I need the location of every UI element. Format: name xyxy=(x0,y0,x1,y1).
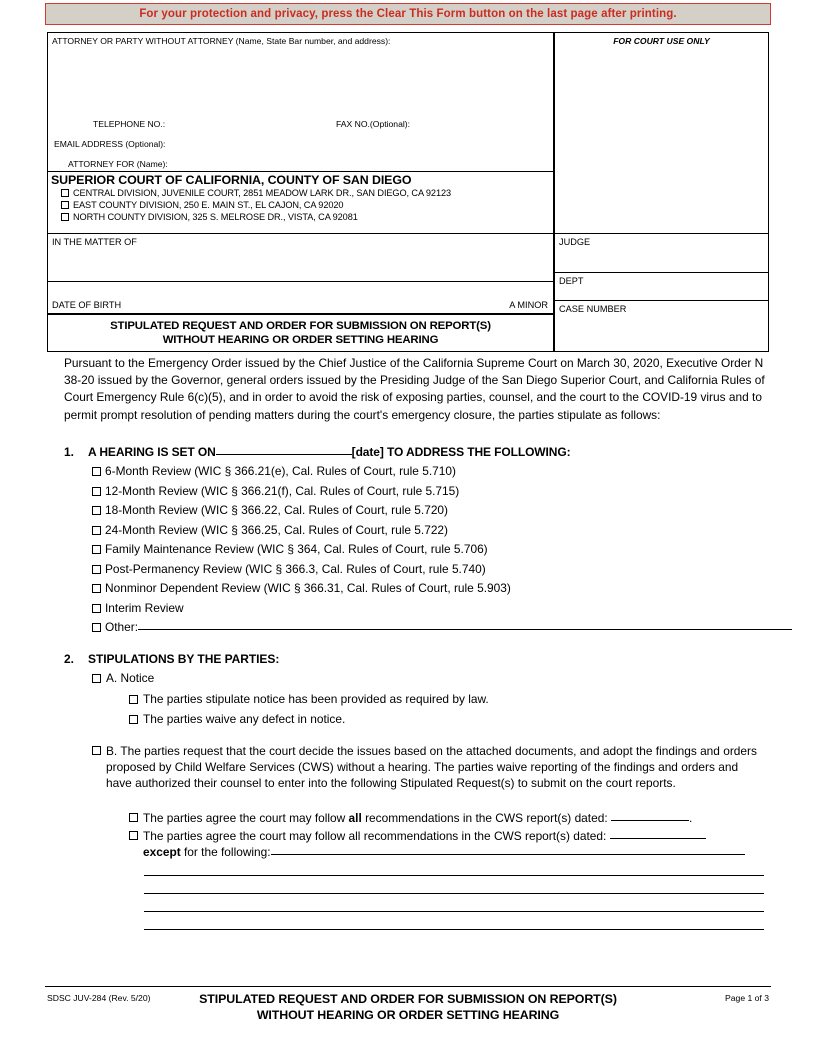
in-the-matter-of-label: IN THE MATTER OF xyxy=(52,237,137,247)
stipulation-a-sub-label: The parties waive any defect in notice. xyxy=(143,712,346,726)
option-label xyxy=(105,620,792,635)
stipulation-a-sub-1[interactable] xyxy=(129,692,489,707)
intro-paragraph: Pursuant to the Emergency Order issued by the Chief Justice of the California Supreme Court on March 30, 2020, Executive Order N 38-20 issued by the Governor, general orders issued by the Presiding Judge of the San Diego Superior Court, and California Rules of Court Emergency Rule 6(c)(5), and in order to avoid the risk of exposing parties, counsel, and the court to the COVID-19 virus and to permit prompt resolution of pending matters during the court's emergency closure, the parties stipulate as follows: xyxy=(64,356,765,422)
option-12-month-review[interactable] xyxy=(92,484,792,504)
option-6-month-review[interactable] xyxy=(92,464,792,484)
option-nonminor-dependent-review[interactable] xyxy=(92,581,792,601)
checkbox-icon[interactable] xyxy=(92,506,101,515)
form-title-line2: WITHOUT HEARING OR ORDER SETTING HEARING xyxy=(162,334,439,346)
judge-box[interactable] xyxy=(554,234,769,273)
other-label: Other: xyxy=(105,620,139,634)
option-24-month-review[interactable] xyxy=(92,523,792,543)
checkbox-icon[interactable] xyxy=(92,545,101,554)
write-in-line-1[interactable] xyxy=(144,875,764,876)
footer-form-id: SDSC JUV-284 (Rev. 5/20) xyxy=(47,993,151,1003)
item-1-number: 1. xyxy=(64,445,74,459)
option-label: Family Maintenance Review (WIC § 364, Cal. Rules of Court, rule 5.706) xyxy=(105,542,488,556)
option-label: 6-Month Review (WIC § 366.21(e), Cal. Rules of Court, rule 5.710) xyxy=(105,464,456,478)
stipulation-b-sub-label xyxy=(143,828,745,860)
stipulation-a-sub-2[interactable] xyxy=(129,712,345,727)
attorney-for-label: ATTORNEY FOR (Name): xyxy=(68,159,168,169)
privacy-banner-text: For your protection and privacy, press the Clear This Form button on the last page after printing. xyxy=(139,8,677,20)
checkbox-icon[interactable] xyxy=(92,604,101,613)
for-court-use-only-label: FOR COURT USE ONLY xyxy=(613,36,710,46)
checkbox-icon[interactable] xyxy=(92,565,101,574)
item-1-heading xyxy=(88,445,570,459)
b-sub1-pre: The parties agree the court may follow xyxy=(143,811,349,825)
report-date-blank-2[interactable] xyxy=(610,838,706,839)
privacy-banner xyxy=(45,3,771,25)
division-label: NORTH COUNTY DIVISION, 325 S. MELROSE DR., VISTA, CA 92081 xyxy=(73,212,358,222)
option-post-permanency-review[interactable] xyxy=(92,562,792,582)
report-date-blank[interactable] xyxy=(611,820,689,821)
checkbox-icon[interactable] xyxy=(92,526,101,535)
item-1-heading-post: [date] TO ADDRESS THE FOLLOWING: xyxy=(351,445,571,459)
stipulation-b-sub-all[interactable] xyxy=(129,810,769,826)
b-sub1-bold: all xyxy=(348,811,362,825)
option-family-maintenance-review[interactable] xyxy=(92,542,792,562)
checkbox-icon[interactable] xyxy=(92,746,101,755)
checkbox-icon[interactable] xyxy=(92,487,101,496)
stipulation-b-sub-label xyxy=(143,810,692,826)
checkbox-icon[interactable] xyxy=(129,813,138,822)
footer-title xyxy=(0,991,816,1023)
b-sub2-bold: except xyxy=(143,845,181,859)
division-option-east[interactable] xyxy=(61,199,553,211)
option-label: Nonminor Dependent Review (WIC § 366.31, Cal. Rules of Court, rule 5.903) xyxy=(105,581,511,595)
case-number-label: CASE NUMBER xyxy=(559,304,627,314)
stipulation-a-label: A. Notice xyxy=(106,671,155,685)
court-title: SUPERIOR COURT OF CALIFORNIA, COUNTY OF SAN DIEGO xyxy=(51,173,412,187)
division-label: CENTRAL DIVISION, JUVENILE COURT, 2851 MEADOW LARK DR., SAN DIEGO, CA 92123 xyxy=(73,188,451,198)
write-in-line-4[interactable] xyxy=(144,929,764,930)
option-label: Interim Review xyxy=(105,600,184,615)
case-number-box[interactable] xyxy=(554,301,769,352)
footer-page-number: Page 1 of 3 xyxy=(725,993,769,1003)
judge-label: JUDGE xyxy=(559,237,591,247)
form-title-line1: STIPULATED REQUEST AND ORDER FOR SUBMISSION ON REPORT(S) xyxy=(110,320,491,332)
option-label: 18-Month Review (WIC § 366.22, Cal. Rules of Court, rule 5.720) xyxy=(105,503,448,517)
b-sub2-post: for the following: xyxy=(180,845,271,859)
checkbox-icon[interactable] xyxy=(61,213,69,221)
attorney-label: ATTORNEY OR PARTY WITHOUT ATTORNEY (Name, State Bar number, and address): xyxy=(52,36,391,46)
email-label: EMAIL ADDRESS (Optional): xyxy=(54,139,166,149)
checkbox-icon[interactable] xyxy=(92,467,101,476)
telephone-label: TELEPHONE NO.: xyxy=(93,119,166,129)
hearing-date-blank[interactable] xyxy=(216,454,352,455)
except-blank[interactable] xyxy=(271,854,745,855)
checkbox-icon[interactable] xyxy=(129,831,138,840)
checkbox-icon[interactable] xyxy=(129,715,138,724)
checkbox-icon[interactable] xyxy=(61,189,69,197)
other-blank[interactable] xyxy=(138,629,792,630)
court-name-box xyxy=(47,172,554,234)
fax-label: FAX NO.(Optional): xyxy=(336,119,411,129)
checkbox-icon[interactable] xyxy=(129,695,138,704)
stipulation-b-letter: B. xyxy=(106,744,118,758)
option-label: 24-Month Review (WIC § 366.25, Cal. Rules of Court, rule 5.722) xyxy=(105,522,448,537)
option-other[interactable] xyxy=(92,620,792,640)
option-label: 12-Month Review (WIC § 366.21(f), Cal. Rules of Court, rule 5.715) xyxy=(105,483,460,498)
footer-divider xyxy=(45,986,771,987)
b-sub2-line1: The parties agree the court may follow all recommendations in the CWS report(s) dated: xyxy=(143,829,610,843)
item-2-heading: STIPULATIONS BY THE PARTIES: xyxy=(88,652,280,666)
footer-title-line1: STIPULATED REQUEST AND ORDER FOR SUBMISSION ON REPORT(S) xyxy=(199,992,617,1006)
date-of-birth-label: DATE OF BIRTH xyxy=(52,300,122,310)
stipulation-b[interactable] xyxy=(92,743,766,791)
stipulation-b-sub-except[interactable] xyxy=(129,828,769,860)
b-sub1-post: recommendations in the CWS report(s) dated: xyxy=(361,811,611,825)
checkbox-icon[interactable] xyxy=(61,201,69,209)
stipulation-a-notice[interactable] xyxy=(92,671,154,686)
item-1-heading-pre: A HEARING IS SET ON xyxy=(88,445,216,459)
form-title-box xyxy=(47,314,554,352)
stipulation-b-label xyxy=(106,743,766,791)
footer-title-line2: WITHOUT HEARING OR ORDER SETTING HEARING xyxy=(256,1008,560,1022)
option-label: Post-Permanency Review (WIC § 366.3, Cal. Rules of Court, rule 5.740) xyxy=(105,561,486,576)
b-sub1-end: . xyxy=(688,811,693,825)
checkbox-icon[interactable] xyxy=(92,674,101,683)
date-of-birth-box[interactable] xyxy=(47,282,554,314)
checkbox-icon[interactable] xyxy=(92,623,101,632)
item-2-number: 2. xyxy=(64,652,74,666)
stipulation-a-sub-label: The parties stipulate notice has been provided as required by law. xyxy=(143,692,489,706)
attorney-box[interactable] xyxy=(47,32,554,172)
a-minor-label: A MINOR xyxy=(509,300,548,310)
division-option-central[interactable] xyxy=(61,187,553,199)
dept-box[interactable] xyxy=(554,273,769,301)
write-in-line-2[interactable] xyxy=(144,893,764,894)
for-court-use-only-box xyxy=(554,32,769,234)
write-in-line-3[interactable] xyxy=(144,911,764,912)
option-interim-review[interactable] xyxy=(92,601,792,621)
dept-label: DEPT xyxy=(559,276,584,286)
checkbox-icon[interactable] xyxy=(92,584,101,593)
division-option-north[interactable] xyxy=(61,211,553,223)
option-18-month-review[interactable] xyxy=(92,503,792,523)
division-label: EAST COUNTY DIVISION, 250 E. MAIN ST., EL CAJON, CA 92020 xyxy=(73,200,344,210)
stipulation-b-text: The parties request that the court decide the issues based on the attached documents, and adopt the findings and orders proposed by Child Welfare Services (CWS) without a hearing. The parties waive reporting of the findings and orders and have authorized their counsel to enter into the following Stipulated Request(s) to submit on the court reports. xyxy=(106,744,757,790)
in-the-matter-of-box[interactable] xyxy=(47,234,554,282)
item-1-options-list xyxy=(92,464,792,640)
